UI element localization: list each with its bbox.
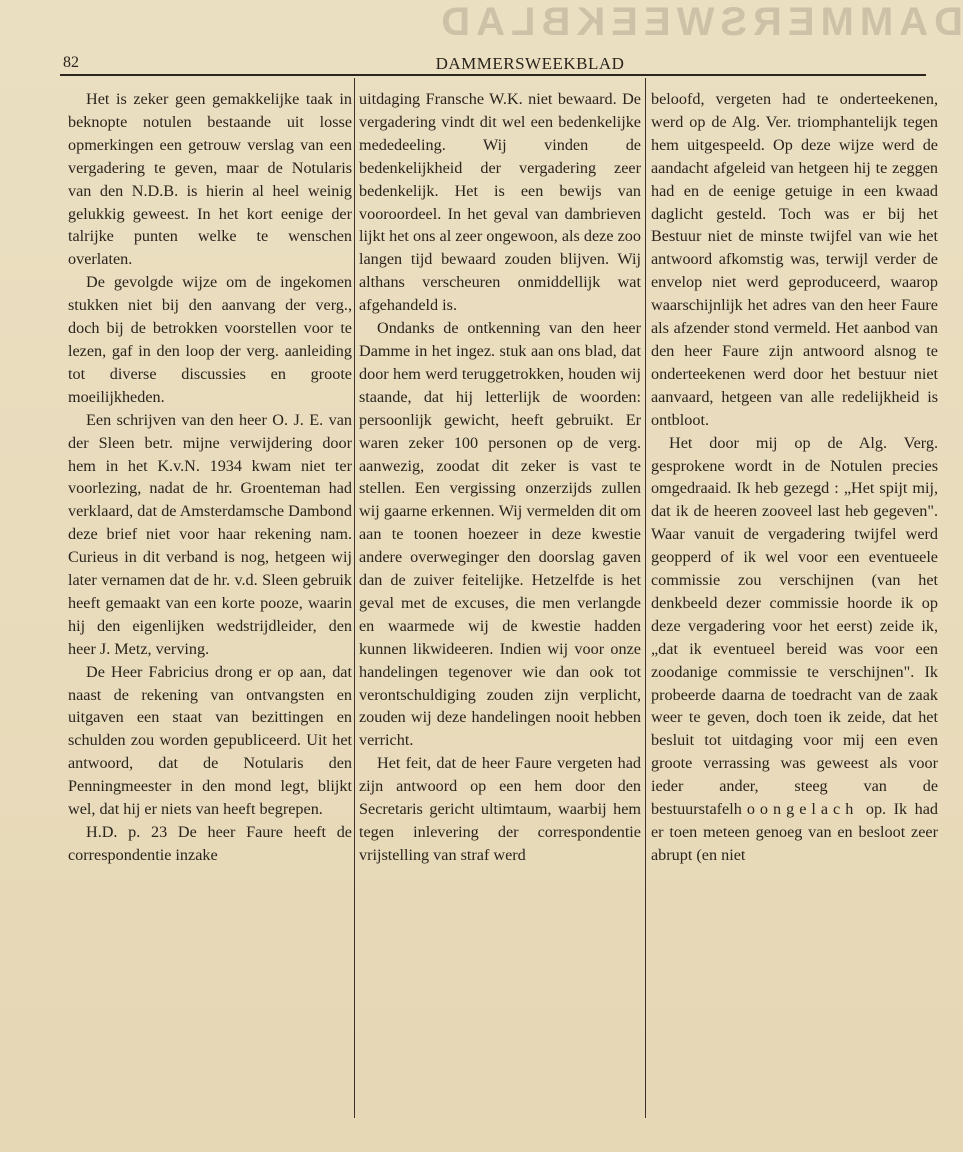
paragraph: Ondanks de ontkenning van den heer Damme in het ingez. stuk aan ons blad, dat door hem werd teruggetrokken, houden wij staande, dat hij letterlijk de woorden: persoonlijk gewicht, heeft gebruikt. Er waren zeker 100 personen op de verg. aanwezig, zoodat dit zeker is vast te stellen. Een vergissing onzerzijds zullen wij gaarne erkennen. Wij vermelden dit om aan te toonen hoezeer in deze kwestie andere overweginger den doorslag gaven dan de zuiver feitelijke. Hetzelfde is het geval met de excuses, die men verlangde en waarmede wij de kwestie hadden kunnen likwideeren. Indien wij voor onze handelingen tegenover wie dan ook tot verontschuldiging zouden zijn verplicht, zouden wij deze handelingen nooit hebben verricht. [359,319,641,750]
spaced-word: hoongelach [733,800,859,819]
paragraph: De Heer Fabricius drong er op aan, dat naast de rekening van ontvangsten en uitgaven een staat van bezittingen en schulden zou worden gepubliceerd. Uit het antwoord, dat de Notularis den Penningmeester in den mond legt, blijkt wel, dat hij er niets van heeft begrepen. [68,662,352,819]
column-divider [354,78,355,1118]
page-number: 82 [63,54,79,71]
paragraph: Het is zeker geen gemakkelijke taak in beknopte notulen bestaande uit losse opmerkingen een getrouw verslag van een vergadering te geven, maar de Notularis van den N.D.B. is hierin al heel weinig gelukkig geweest. In het kort eenige der talrijke punten welke te wenschen overlaten. [68,90,352,269]
paragraph: De gevolgde wijze om de ingekomen stukken niet bij den aanvang der verg., doch bij de betrokken voorstellen voor te lezen, gaf in den loop der verg. aanleiding tot diverse discussies en groote moeilijkheden. [68,273,352,406]
paragraph: H.D. p. 23 De heer Faure heeft de correspondentie inzake [68,823,352,864]
header-rule [60,74,926,76]
page-header [60,54,926,76]
column-divider [645,78,646,1118]
text-column-1 [68,88,352,1118]
text-column-3 [651,88,938,1118]
paragraph [651,432,938,867]
paragraph: Een schrijven van den heer O. J. E. van der Sleen betr. mijne verwijdering door hem in het K.v.N. 1934 kwam niet ter voorlezing, nadat de hr. Groenteman had verklaard, dat de Amsterdamsche Dambond deze brief niet voor haar rekening nam. Curieus in dit verband is nog, hetgeen wij later vernamen dat de hr. v.d. Sleen gebruik heeft gemaakt van een korte pooze, waarin hij den eigenlijken wedstrijdleider, den heer J. Metz, verving. [68,410,352,658]
bleed-through-masthead: DAMMERSWEEKBLAD [435,0,963,44]
paragraph: uitdaging Fransche W.K. niet bewaard. De vergadering vindt dit wel een bedenkelijke mededeeling. Wij vinden de bedenkelijkheid der vergadering zeer bedenkelijk. Het is een bewijs van vooroordeel. In het geval van dambrieven lijkt het ons al zeer ongewoon, als deze zoo langen tijd bewaard zouden blijven. Wij althans verscheuren onmiddellijk wat afgehandeld is. [359,90,641,315]
paragraph: Het feit, dat de heer Faure vergeten had zijn antwoord op een hem door den Secretaris gericht ultimtaum, waarbij hem tegen inlevering der correspondentie vrijstelling van straf werd [359,754,641,864]
masthead-title: DAMMERSWEEKBLAD [435,54,625,73]
paragraph-text: op. Ik had er toen meteen genoeg van en besloot zeer abrupt (en niet [651,800,938,864]
text-column-2 [359,88,641,1118]
paragraph-text: Het door mij op de Alg. Verg. gesprokene wordt in de Notulen precies omgedraaid. Ik heb gezegd : „Het spijt mij, dat ik de heeren zooveel last heb gegeven". Waar vanuit de vergadering twijfel werd geopperd of ik wel voor een eventueele commissie zou verschijnen (van het denkbeeld dezer commissie hoorde ik op deze vergadering voor het eerst) zeide ik, „dat ik eventueel bereid was voor een zoodanige commissie te verschijnen". Ik probeerde daarna de toedracht van de zaak weer te geven, doch toen ik zeide, dat het besluit tot uitdaging voor mij een even groote verrassing was geweest als voor ieder ander, steeg van de bestuurstafel [651,433,938,819]
paragraph: beloofd, vergeten had te onderteekenen, werd op de Alg. Ver. triomphantelijk tegen hem uitgespeeld. Op deze wijze werd de aandacht afgeleid van hetgeen hij te zeggen had en de eenige getuige in een kwaad daglicht gesteld. Toch was er bij het Bestuur niet de minste twijfel van wie het antwoord afkomstig was, terwijl verder de envelop niet werd geproduceerd, waarop waarschijnlijk het adres van den heer Faure als afzender stond vermeld. Het aanbod van den heer Faure zijn antwoord alsnog te onderteekenen werd door het bestuur niet aanvaard, hetgeen van alle redelijkheid is ontbloot. [651,90,938,429]
